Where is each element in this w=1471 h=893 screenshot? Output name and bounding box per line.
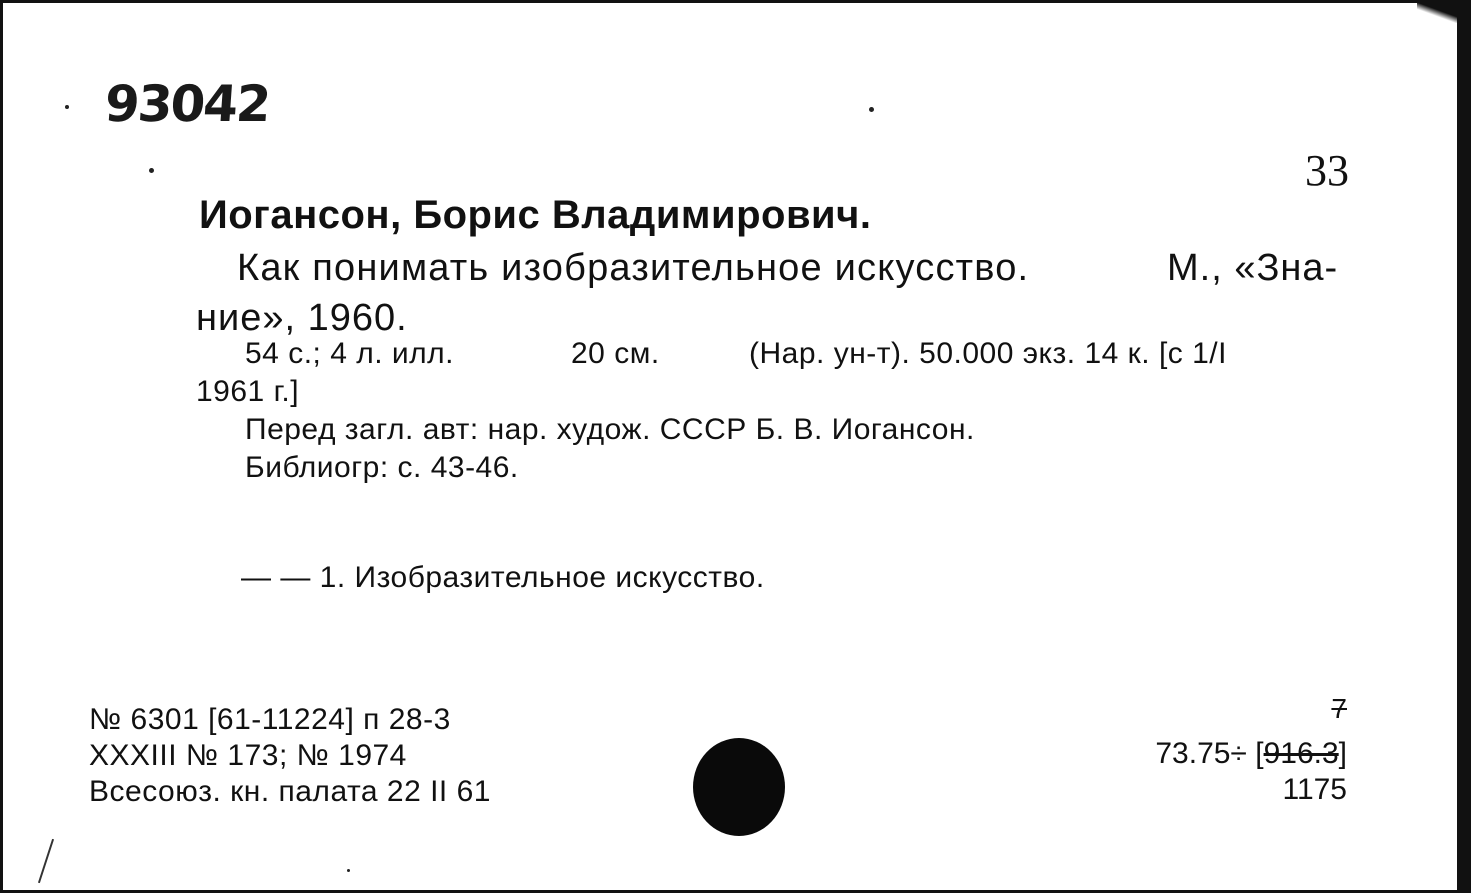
- bibliography-note: Библиогр: с. 43-46.: [245, 451, 519, 484]
- ink-speck: [149, 168, 154, 173]
- card-corner-shadow: [1417, 3, 1457, 23]
- title-line-1: Как понимать изобразительное искусство.: [237, 247, 1030, 289]
- handwritten-accession-number: 93042: [102, 75, 271, 133]
- collation-series-run: (Нар. ун-т). 50.000 экз. 14 к. [с 1/I: [749, 337, 1227, 370]
- pencil-mark: [38, 839, 54, 883]
- collation-line-1: [245, 337, 1365, 373]
- subject-heading: — — 1. Изобразительное искусство.: [241, 561, 765, 594]
- registration-line-1: № 6301 [61-11224] п 28-3: [89, 703, 451, 736]
- title-line-2: ние», 1960.: [196, 297, 408, 339]
- classification-prefix: 73.75÷ [: [1155, 737, 1264, 770]
- struck-mark: 7: [1331, 693, 1347, 724]
- collation-size: 20 см.: [571, 337, 660, 370]
- catalog-code: 1175: [1282, 773, 1347, 806]
- classification-number: 33: [1305, 146, 1349, 195]
- author-heading: Иогансон, Борис Владимирович.: [199, 193, 872, 237]
- collation-pages: 54 с.; 4 л. илл.: [245, 337, 455, 370]
- classification-index: [1155, 737, 1347, 771]
- ink-speck: [65, 105, 69, 109]
- classification-suffix: ]: [1338, 737, 1347, 770]
- registration-line-3: Всесоюз. кн. палата 22 II 61: [89, 775, 491, 808]
- publisher-line-1: М., «Зна-: [1167, 247, 1339, 289]
- ink-speck: [869, 107, 874, 112]
- ink-speck: [347, 869, 350, 872]
- classification-struck: 916.3: [1263, 737, 1339, 770]
- author-note: Перед загл. авт: нар. худож. СССР Б. В. Иогансон.: [245, 413, 975, 446]
- collation-line-2: 1961 г.]: [196, 375, 300, 408]
- punch-hole: [693, 738, 785, 836]
- registration-line-2: XXXIII № 173; № 1974: [89, 739, 407, 772]
